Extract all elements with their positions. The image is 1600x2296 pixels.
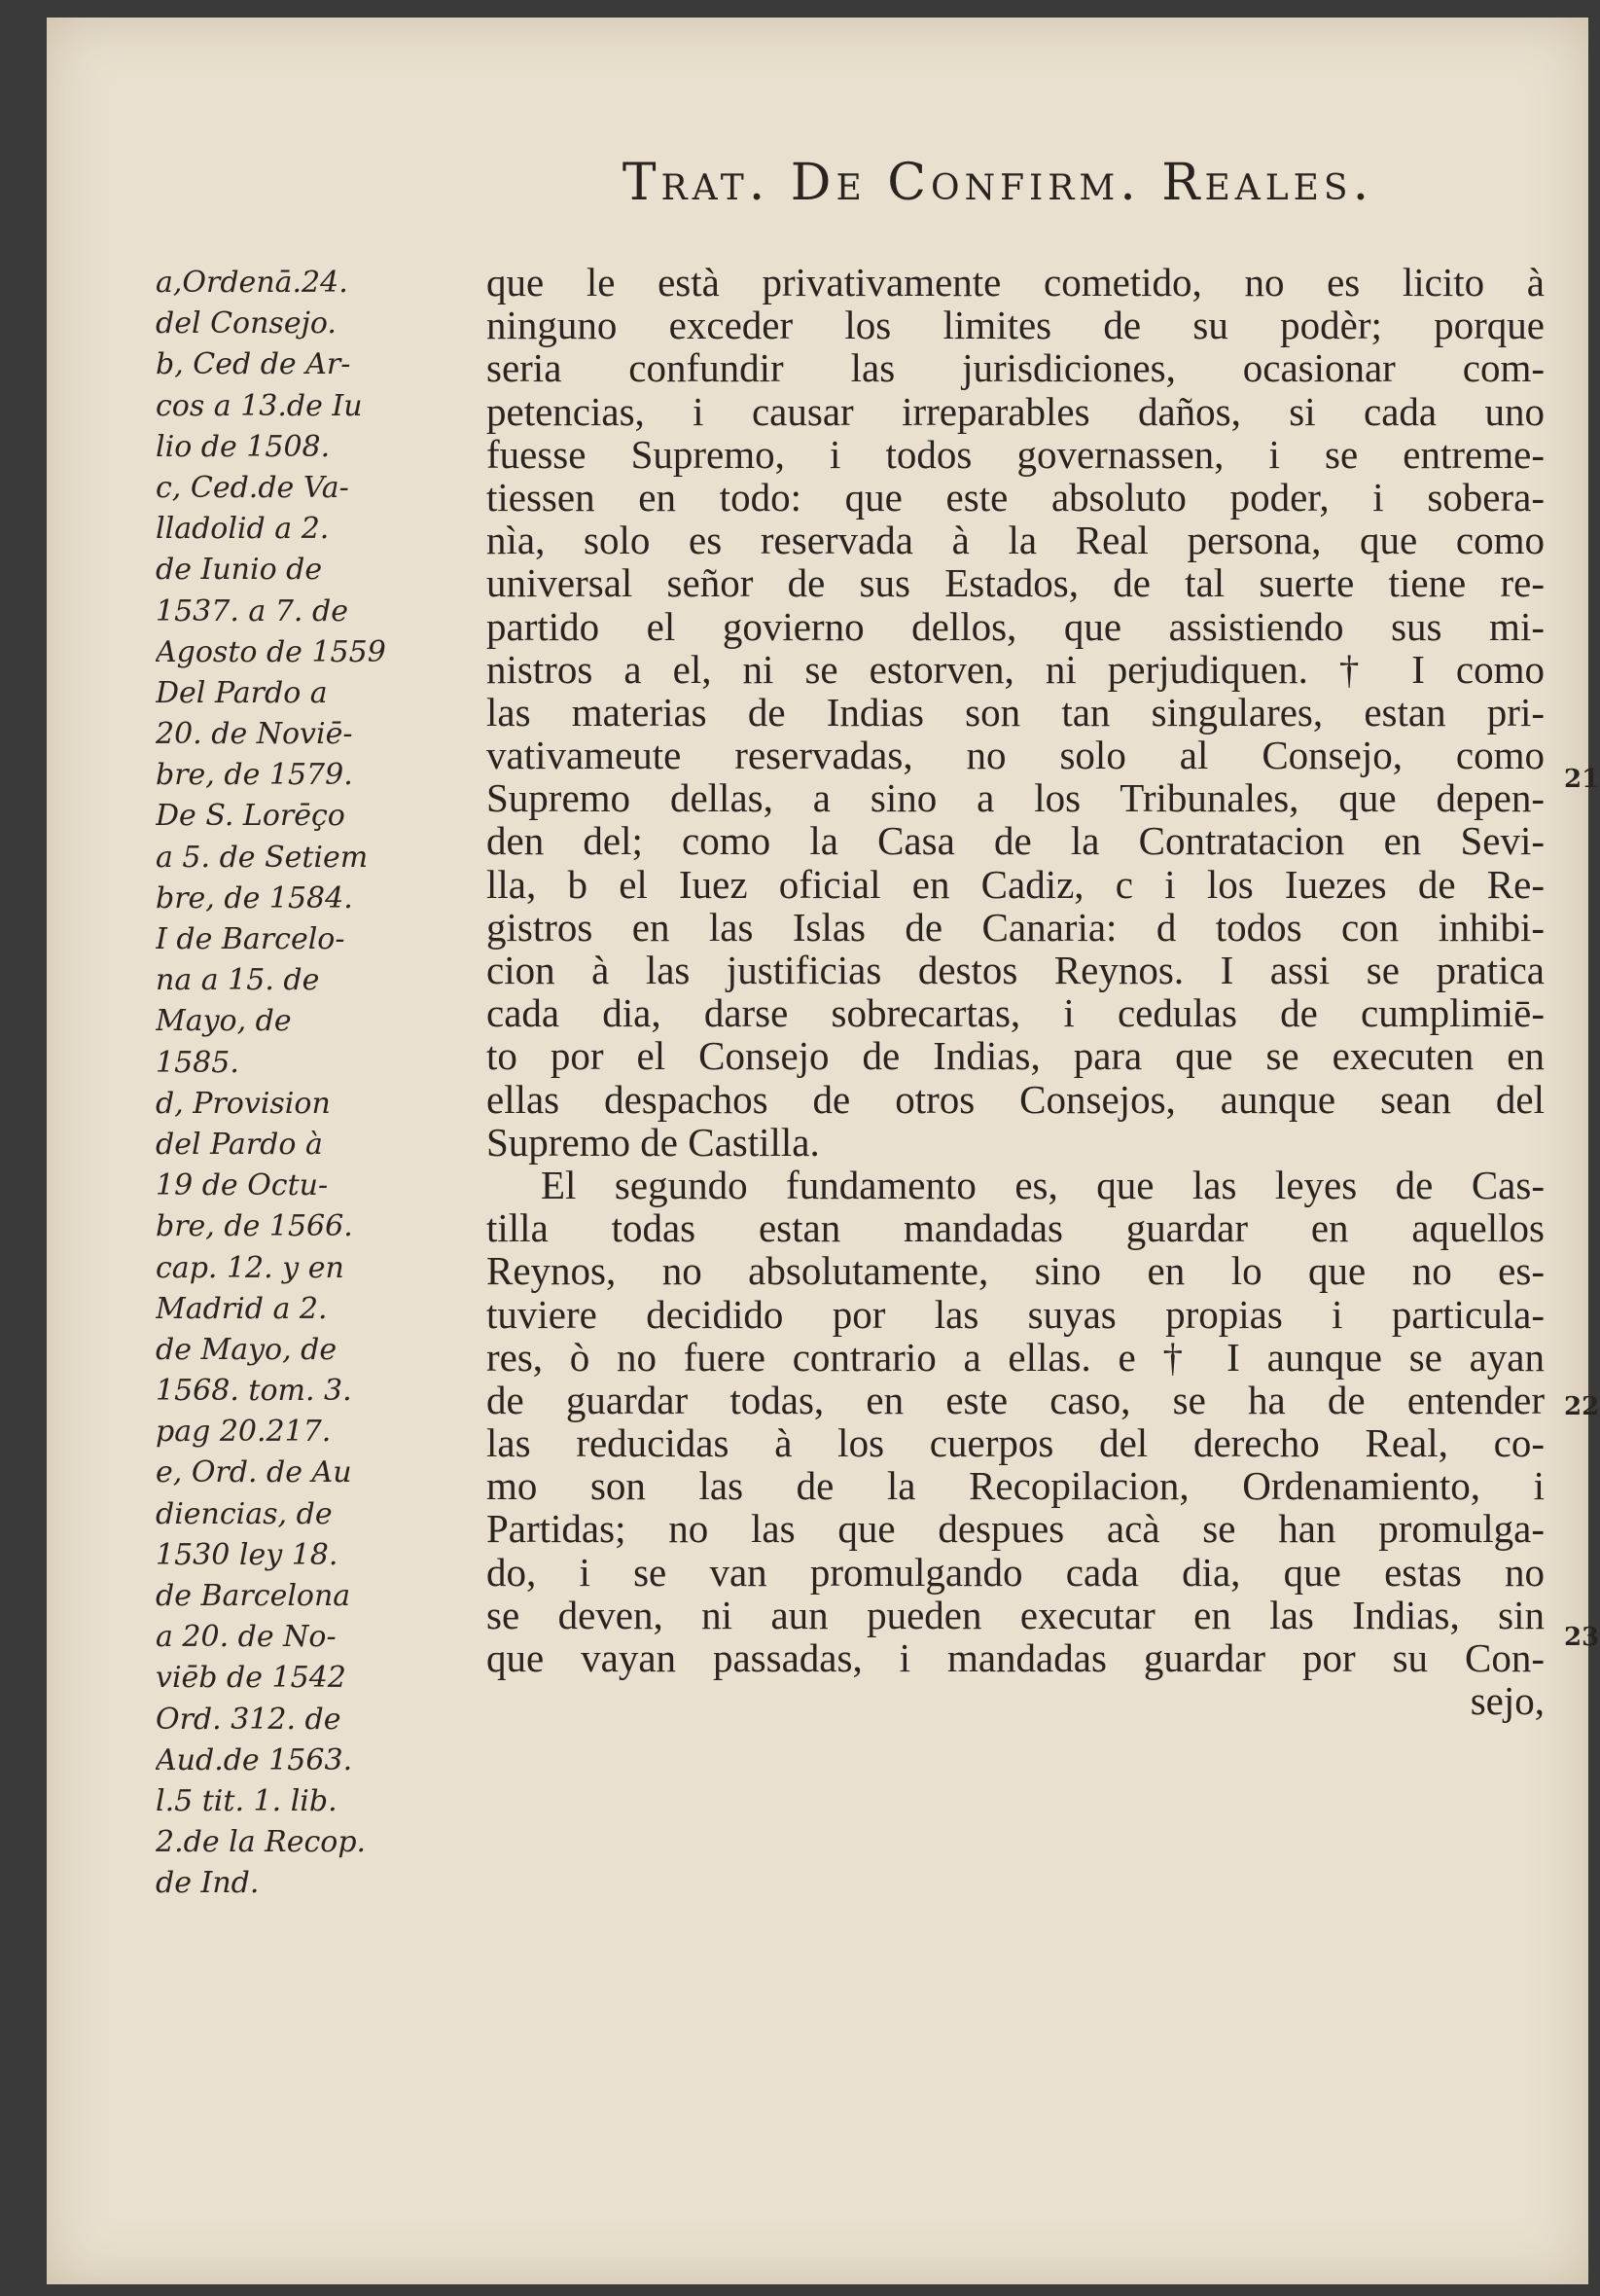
margin-note-line: lladolid a 2. — [156, 512, 330, 547]
margin-note-line: bre, de 1566. — [156, 1209, 353, 1244]
margin-note-line: cos a 13.de Iu — [156, 388, 363, 423]
margin-note-line: bre, de 1584. — [156, 880, 353, 915]
text-line: nìa, solo es reservada à la Real persona, que como — [486, 518, 1545, 563]
margin-note-line: Madrid a 2. — [156, 1291, 328, 1326]
text-line: cion à las justificias destos Reynos. I assi se pratica — [486, 948, 1545, 992]
margin-note-line: 2.de la Recop. — [156, 1825, 367, 1860]
text-line: partido el govierno dellos, que assistiendo sus mi- — [486, 603, 1545, 649]
text-line: que le està privativamente cometido, no es licito à — [486, 260, 1545, 305]
margin-note-line: 19 de Octu- — [156, 1168, 329, 1203]
margin-note-line: 1537. a 7. de — [156, 593, 348, 628]
margin-note-line: Ord. 312. de — [156, 1702, 341, 1737]
margin-note-line: viēb de 1542 — [156, 1661, 346, 1696]
text-line: seria confundir las jurisdiciones, ocasionar com- — [486, 345, 1545, 391]
margin-note-line: 1530 ley 18. — [156, 1537, 338, 1572]
text-line: de guardar todas, en este caso, se ha de entender — [486, 1377, 1545, 1422]
margin-note-line: Del Pardo a — [156, 675, 328, 710]
text-line: se deven, ni aun pueden executar en las Indias, sin — [486, 1592, 1545, 1637]
text-line: ninguno exceder los limites de su podèr; porque — [486, 303, 1545, 348]
text-line: El segundo fundamento es, que las leyes de Cas- — [541, 1162, 1545, 1207]
margin-notes — [156, 263, 477, 1905]
text-line: Supremo de Castilla. — [486, 1119, 820, 1165]
margin-note-line: d, Provision — [156, 1086, 331, 1121]
text-line: cada dia, darse sobrecartas, i cedulas de cumplimiē- — [486, 990, 1545, 1036]
margin-note-line: lio de 1508. — [156, 429, 331, 464]
margin-note-line: Mayo, de — [156, 1004, 292, 1039]
main-text — [486, 261, 1545, 1722]
margin-note-line: de Ind. — [156, 1866, 260, 1901]
text-line: den del; como la Casa de la Contratacion en Sevi- — [486, 818, 1545, 864]
text-line: do, i se van promulgando cada dia, que estas no — [486, 1549, 1545, 1595]
margin-note-line: del Pardo à — [156, 1127, 323, 1162]
text-line: universal señor de sus Estados, de tal suerte tiene re- — [486, 560, 1545, 606]
margin-note-line: b, Ced de Ar- — [156, 347, 351, 382]
text-line: petencias, i causar irreparables daños, si cada uno — [486, 388, 1545, 434]
margin-note-line: de Barcelona — [156, 1579, 351, 1613]
margin-note-line: a 5. de Setiem — [156, 840, 369, 875]
text-line: vativameute reservadas, no solo al Consejo, como — [486, 733, 1545, 778]
margin-note-line: c, Ced.de Va- — [156, 470, 349, 505]
margin-note-line: l.5 tit. 1. lib. — [156, 1783, 338, 1818]
margin-note-line: de Iunio de — [156, 553, 323, 588]
text-line: tilla todas estan mandadas guardar en aquellos — [486, 1205, 1545, 1251]
text-line: tuviere decidido por las suyas propias i particula- — [486, 1291, 1545, 1337]
margin-note-line: 1585. — [156, 1045, 239, 1080]
text-line: tiessen en todo: que este absoluto poder, i sobera- — [486, 474, 1545, 520]
margin-note-line: de Mayo, de — [156, 1332, 338, 1367]
running-head: Trat. De Confirm. Reales. — [622, 154, 1374, 212]
margin-note-line: pag 20.217. — [156, 1415, 332, 1450]
margin-note-line: na a 15. de — [156, 963, 320, 998]
margin-note-line: Agosto de 1559 — [156, 634, 386, 669]
text-line: lla, b el Iuez oficial en Cadiz, c i los Iuezes de Re- — [486, 861, 1545, 907]
margin-note-line: diencias, de — [156, 1496, 333, 1531]
margin-note-line: I de Barcelo- — [156, 922, 345, 956]
book-page — [47, 18, 1600, 2284]
text-line: Supremo dellas, a sino a los Tribunales, que depen- — [486, 775, 1545, 821]
margin-note-line: 20. de Noviē- — [156, 717, 353, 752]
text-line: ellas despachos de otros Consejos, aunque sean del — [486, 1076, 1545, 1122]
text-line: fuesse Supremo, i todos governassen, i se entreme- — [486, 431, 1545, 477]
text-line: to por el Consejo de Indias, para que se executen en — [486, 1033, 1545, 1079]
text-line: mo son las de la Recopilacion, Ordenamiento, i — [486, 1463, 1545, 1509]
margin-note-line: bre, de 1579. — [156, 758, 353, 793]
text-line: Partidas; no las que despues acà se han promulga- — [486, 1506, 1545, 1552]
margin-note-line: a 20. de No- — [156, 1620, 337, 1655]
margin-note-line: del Consejo. — [156, 306, 337, 341]
margin-note-line: Aud.de 1563. — [156, 1742, 353, 1777]
margin-note-line: cap. 12. y en — [156, 1250, 344, 1285]
text-line: las materias de Indias son tan singulares, estan pri- — [486, 689, 1545, 735]
margin-note-line: a,Ordenā.24. — [156, 266, 348, 300]
section-number: 22 — [1564, 1392, 1600, 1421]
text-line: gistros en las Islas de Canaria: d todos con inhibi- — [486, 904, 1545, 950]
text-line: res, ò no fuere contrario a ellas. e † I aunque se ayan — [486, 1334, 1545, 1380]
margin-note-line: e, Ord. de Au — [156, 1455, 352, 1490]
text-line: las reducidas à los cuerpos del derecho Real, co- — [486, 1420, 1545, 1466]
text-line: que vayan passadas, i mandadas guardar por su Con- — [486, 1635, 1545, 1680]
text-line: Reynos, no absolutamente, sino en lo que no es- — [486, 1248, 1545, 1294]
catchword: sejo, — [1470, 1678, 1545, 1724]
section-number: 21 — [1564, 765, 1600, 794]
margin-note-line: 1568. tom. 3. — [156, 1374, 352, 1409]
text-line: nistros a el, ni se estorven, ni perjudiquen. † I como — [486, 646, 1545, 692]
section-number: 23 — [1564, 1623, 1600, 1652]
margin-note-line: De S. Lorēço — [156, 799, 345, 834]
